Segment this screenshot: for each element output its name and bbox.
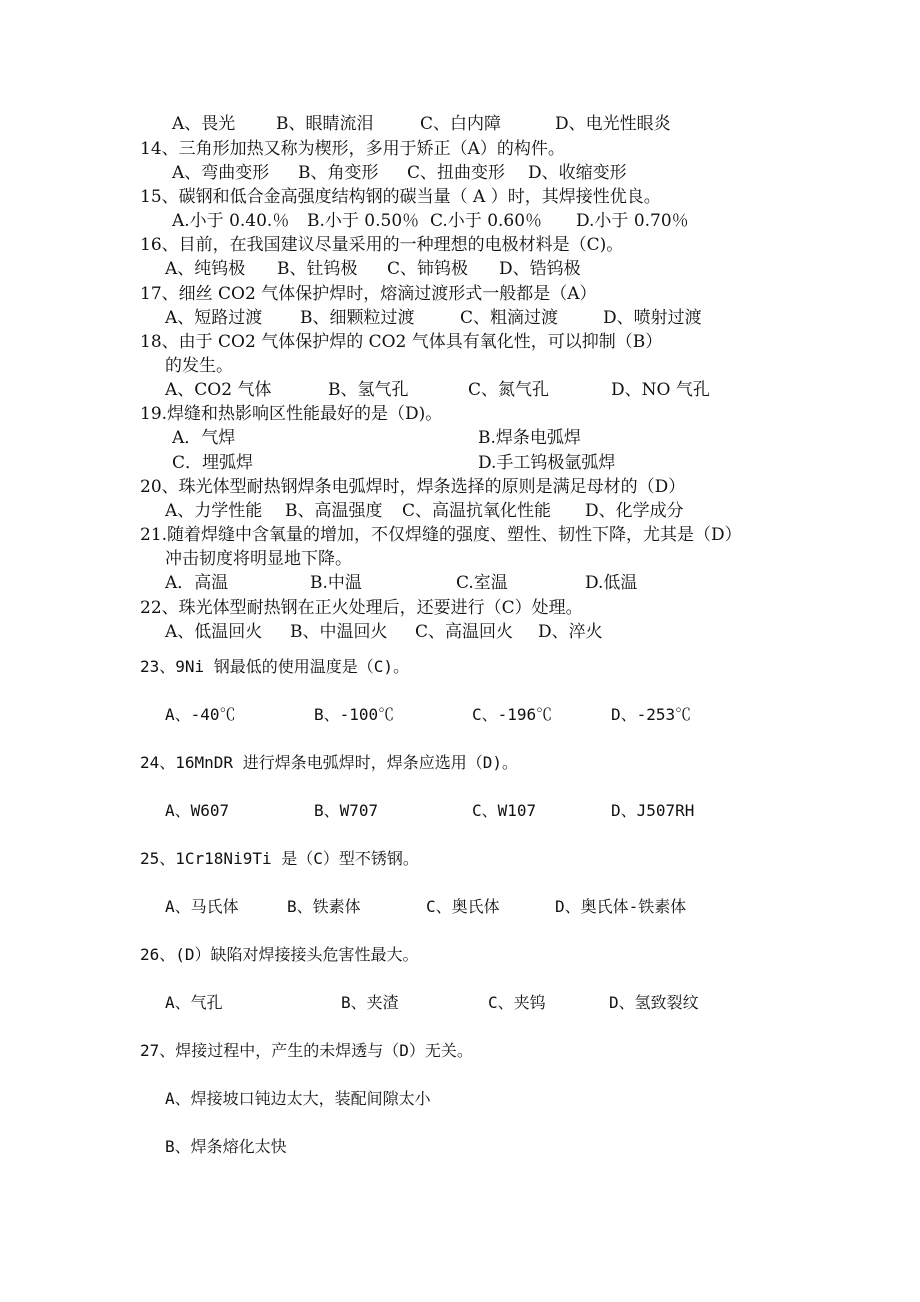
- q15-option-d: D.小于 0.70％: [576, 211, 689, 231]
- q20-option-b: B、高温强度: [285, 501, 383, 521]
- q16-option-a: A、纯钨极: [165, 259, 246, 279]
- q15-option-b: B.小于 0.50％: [307, 211, 420, 231]
- q26-stem: 26、(D）缺陷对焊接接头危害性最大。: [140, 945, 419, 964]
- q25-option-b: B、铁素体: [287, 897, 361, 916]
- q14-option-d: D、收缩变形: [528, 163, 627, 183]
- q23-option-b: B、-100℃: [314, 705, 395, 724]
- q13-option-a: A、畏光: [172, 114, 236, 134]
- q20-option-d: D、化学成分: [585, 501, 684, 521]
- q25-option-c: C、奥氏体: [426, 897, 500, 916]
- q14-option-b: B、角变形: [298, 163, 379, 183]
- q20-option-c: C、高温抗氧化性能: [402, 501, 552, 521]
- q13-option-d: D、电光性眼炎: [555, 114, 671, 134]
- q17-option-b: B、细颗粒过渡: [300, 308, 415, 328]
- q19-option-c: C．埋弧焊: [172, 453, 254, 473]
- q18-stem: 18、由于 CO2 气体保护焊的 CO2 气体具有氧化性，可以抑制（B）: [140, 332, 663, 352]
- q19-option-a: A．气焊: [172, 428, 236, 448]
- q21-option-a: A．高温: [165, 573, 229, 593]
- q26-option-c: C、夹钨: [488, 993, 546, 1012]
- q18-option-d: D、NO 气孔: [611, 380, 710, 400]
- q17-option-a: A、短路过渡: [165, 308, 263, 328]
- q23-stem: 23、9Ni 钢最低的使用温度是（C)。: [140, 657, 410, 676]
- q23-option-a: A、-40℃: [165, 705, 236, 724]
- q16-stem: 16、目前，在我国建议尽量采用的一种理想的电极材料是（C)。: [140, 235, 624, 255]
- q21-stem: 21.随着焊缝中含氧量的增加，不仅焊缝的强度、塑性、韧性下降，尤其是（D）: [140, 525, 742, 545]
- q17-option-c: C、粗滴过渡: [460, 308, 559, 328]
- q24-option-b: B、W707: [314, 801, 379, 820]
- q20-option-a: A、力学性能: [165, 501, 263, 521]
- q18-option-a: A、CO2 气体: [165, 380, 272, 400]
- q23-option-d: D、-253℃: [611, 705, 692, 724]
- q22-option-c: C、高温回火: [415, 622, 514, 642]
- q21-option-c: C.室温: [456, 573, 508, 593]
- q27-option-b: B、焊条熔化太快: [165, 1137, 287, 1156]
- q14-option-c: C、扭曲变形: [407, 163, 506, 183]
- q13-option-b: B、眼睛流泪: [276, 114, 374, 134]
- q15-stem: 15、碳钢和低合金高强度结构钢的碳当量（ A ）时，其焊接性优良。: [140, 187, 661, 207]
- q19-option-b: B.焊条电弧焊: [478, 428, 581, 448]
- q22-option-d: D、淬火: [538, 622, 603, 642]
- q18-option-b: B、氢气孔: [328, 380, 409, 400]
- q17-option-d: D、喷射过渡: [603, 308, 702, 328]
- q23-option-c: C、-196℃: [472, 705, 553, 724]
- q27-option-a: A、焊接坡口钝边太大，装配间隙太小: [165, 1089, 431, 1108]
- q26-option-b: B、夹渣: [341, 993, 399, 1012]
- q19-option-d: D.手工钨极氩弧焊: [478, 453, 616, 473]
- q27-stem: 27、焊接过程中，产生的未焊透与（D）无关。: [140, 1041, 473, 1060]
- q26-option-d: D、氢致裂纹: [609, 993, 699, 1012]
- q21-stem-continued: 冲击韧度将明显地下降。: [165, 549, 352, 569]
- q26-option-a: A、气孔: [165, 993, 223, 1012]
- q14-option-a: A、弯曲变形: [172, 163, 270, 183]
- q21-option-d: D.低温: [585, 573, 638, 593]
- q16-option-b: B、钍钨极: [277, 259, 358, 279]
- q24-stem: 24、16MnDR 进行焊条电弧焊时，焊条应选用（D)。: [140, 753, 518, 772]
- q19-stem: 19.焊缝和热影响区性能最好的是（D)。: [140, 404, 443, 424]
- q15-option-c: C.小于 0.60％: [430, 211, 543, 231]
- q22-stem: 22、珠光体型耐热钢在正火处理后，还要进行（C）处理。: [140, 598, 583, 618]
- q24-option-c: C、W107: [472, 801, 537, 820]
- q20-stem: 20、珠光体型耐热钢焊条电弧焊时，焊条选择的原则是满足母材的（D）: [140, 477, 686, 497]
- q22-option-a: A、低温回火: [165, 622, 263, 642]
- q16-option-c: C、铈钨极: [387, 259, 469, 279]
- q14-stem: 14、三角形加热又称为楔形，多用于矫正（A）的构件。: [140, 139, 565, 159]
- q18-stem-continued: 的发生。: [165, 356, 233, 376]
- q17-stem: 17、细丝 CO2 气体保护焊时，熔滴过渡形式一般都是（A）: [140, 284, 597, 304]
- q15-option-a: A.小于 0.40.％: [172, 211, 290, 231]
- q24-option-d: D、J507RH: [611, 801, 695, 820]
- q18-option-c: C、氮气孔: [468, 380, 550, 400]
- q25-stem: 25、1Cr18Ni9Ti 是（C）型不锈钢。: [140, 849, 419, 868]
- q22-option-b: B、中温回火: [290, 622, 388, 642]
- q24-option-a: A、W607: [165, 801, 230, 820]
- q13-option-c: C、白内障: [420, 114, 502, 134]
- q25-option-a: A、马氏体: [165, 897, 239, 916]
- q21-option-b: B.中温: [310, 573, 362, 593]
- q16-option-d: D、锆钨极: [499, 259, 581, 279]
- q25-option-d: D、奥氏体-铁素体: [555, 897, 687, 916]
